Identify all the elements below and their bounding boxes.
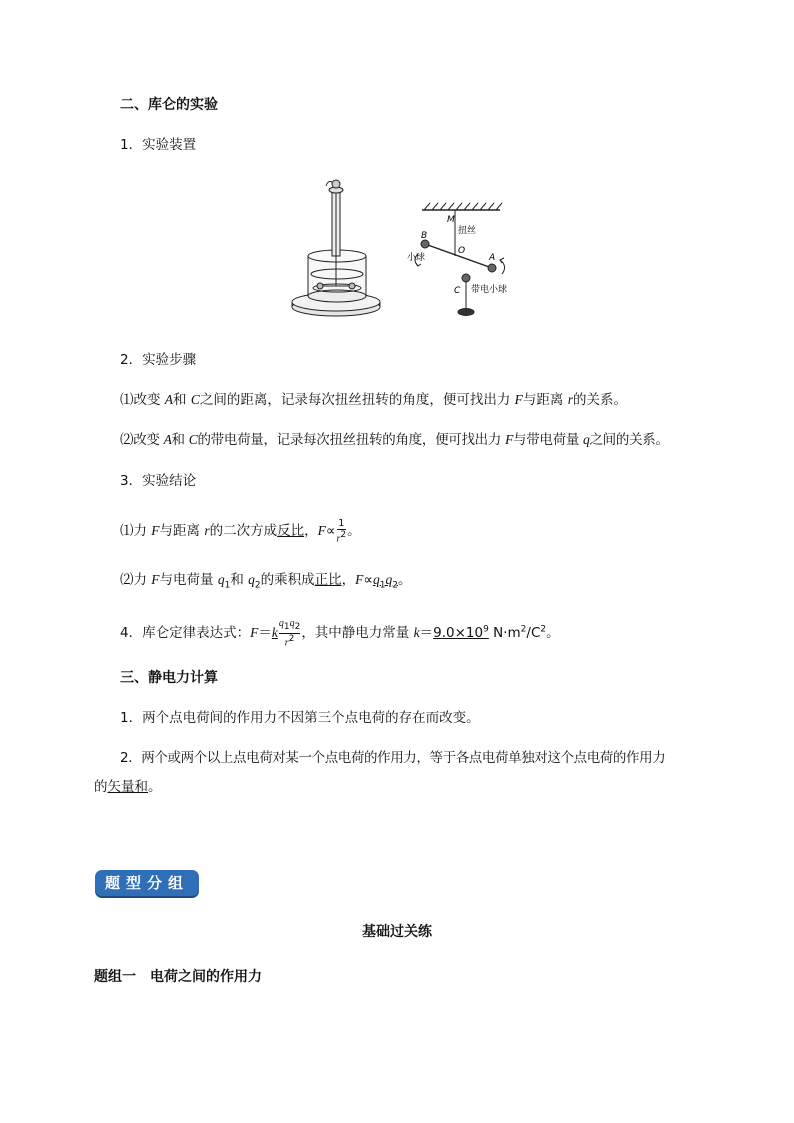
conclusion-2: ⑵力 F与电荷量 $q_1$和 $q_2$的乘积成正比，$F\propto q_1q_2$。 xyxy=(120,572,412,591)
label-A: A xyxy=(489,253,496,263)
group-1-title: 题组一 电荷之间的作用力 xyxy=(94,969,262,985)
label-C: C xyxy=(454,286,461,296)
torsion-balance-apparatus xyxy=(292,180,380,316)
item-conclusions-title: 3．实验结论 xyxy=(120,473,197,489)
label-O: O xyxy=(458,246,466,256)
coulomb-law-expression: 4．库仑定律表达式：F＝k $\frac{q_1q_2}{r^2}$ ，其中静电力常量 $k=9.0\times 10^9$ $N\cdot m^2/C^2$。 xyxy=(120,618,560,649)
conclusion-1: ⑴力 F与距离 r的二次方成反比，F∝ $\frac{1}{r^2}$ 。 xyxy=(120,518,361,545)
practice-title: 基础过关练 xyxy=(362,924,432,940)
calc-point-1: 1．两个点电荷间的作用力不因第三个点电荷的存在而改变。 xyxy=(120,710,480,726)
item-steps-title: 2．实验步骤 xyxy=(120,352,197,368)
step-1: ⑴改变 A和 C之间的距离，记录每次扭丝扭转的角度，便可找出力 F与距离 r的关系。 xyxy=(120,392,627,408)
calc-point-2-line-2: 的矢量和。 xyxy=(94,779,162,795)
torsion-balance-figure xyxy=(290,170,530,330)
calc-point-2-line-1: 2．两个或两个以上点电荷对某一个点电荷的作用力，等于各点电荷单独对这个点电荷的作用力 xyxy=(120,750,666,766)
label-torsion-wire: 扭丝 xyxy=(458,226,477,236)
label-B: B xyxy=(421,231,428,241)
label-M: M xyxy=(447,215,455,225)
question-group-badge: 题型分组 xyxy=(95,870,199,896)
label-charged-ball: 带电小球 xyxy=(471,285,508,295)
label-small-ball: 小球 xyxy=(407,253,426,263)
step-2: ⑵改变 A和 C的带电荷量，记录每次扭丝扭转的角度，便可找出力 F与带电荷量 q之间的关系。 xyxy=(120,432,669,448)
section-heading-electrostatic-calculation: 三、静电力计算 xyxy=(120,670,218,686)
section-heading-coulomb-experiment: 二、库仑的实验 xyxy=(120,97,218,113)
item-apparatus-title: 1．实验装置 xyxy=(120,137,197,153)
